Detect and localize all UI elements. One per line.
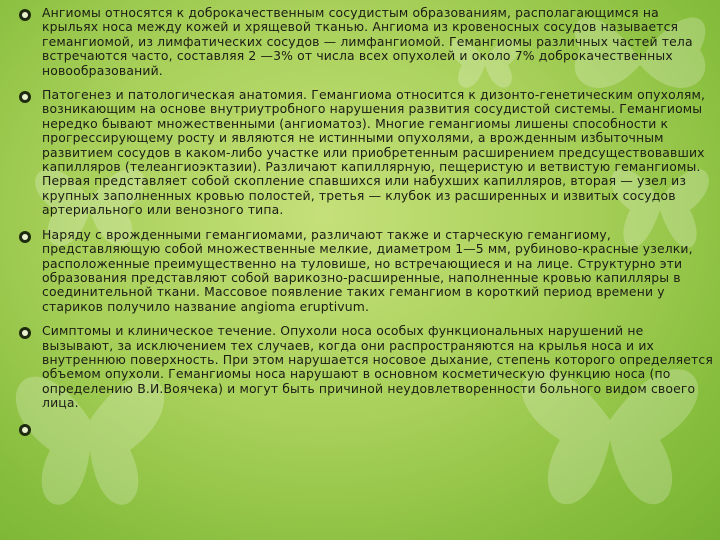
bullet-circle-icon [19,91,31,103]
bullet-circle-icon [19,231,31,243]
bullet-item [14,88,714,218]
paragraph-symptoms: Симптомы и клиническое течение. Опухоли носа особых функциональных нарушений не вызывают, за исключением тех случаев, когда они распространяются на крылья носа и их внутреннюю поверхность. При этом нарушается носовое дыхание, степень которого определяется объемом опухоли. Гемангиомы носа нарушают в основном косметическую функцию носа (по определению В.И.Воячека) и могут быть причиной неудовлетворенности больного видом своего лица. [42,323,713,411]
bullet-item [14,324,714,410]
bullet-circle-icon [19,424,31,436]
bullet-item [14,6,714,78]
bullet-circle-icon [19,9,31,21]
slide-body [14,6,714,445]
bullet-item [14,228,714,314]
paragraph-senile-hemangioma: Наряду с врожденными гемангиомами, различают также и старческую гемангиому, представляющую собой множественные мелкие, диаметром 1—5 мм, рубиново-красные узелки, расположенные преимущественно на туловише, но встречающиеся и на лице. Структурно эти образования представляют собой варикозно-расширенные, наполненные кровью капилляры в соединительной ткани. Массовое появление таких гемангиом в короткий период времени у стариков получило название angioma eruptivum. [42,226,693,314]
bullet-circle-icon [19,327,31,339]
bullet-item [14,421,714,435]
paragraph-pathogenesis: Патогенез и патологическая анатомия. Гемангиома относится к дизонто-генетическим опухолям, возникающим на основе внутриутробного нарушения развития сосудистой системы. Гемангиомы нередко бывают множественными (ангиоматоз). Многие гемангиомы лишены способности к прогрессирующему росту и являются не истинными опухолями, а врожденным избыточным развитием сосудов в каком-либо участке или приобретенным расширением предсуществовавших капилляров (телеангиоэктазии). Различают капиллярную, пещеристую и ветвистую гемангиомы. Первая представляет собой скопление спавшихся или набухших капилляров, вторая — узел из крупных заполненных кровью полостей, третья — клубок из расширенных и извитых сосудов артериального или венозного типа. [42,87,706,218]
paragraph-angiomas-intro: Ангиомы относятся к доброкачественным сосудистым образованиям, располагающимся на крыльях носа между кожей и хрящевой тканью. Ангиома из кровеносных сосудов называется гемангиомой, из лимфатических сосудов — лимфангиомой. Гемангиомы различных частей тела встречаются часто, составляя 2 —3% от числа всех опухолей и около 7% доброкачественных новообразований. [42,5,693,78]
